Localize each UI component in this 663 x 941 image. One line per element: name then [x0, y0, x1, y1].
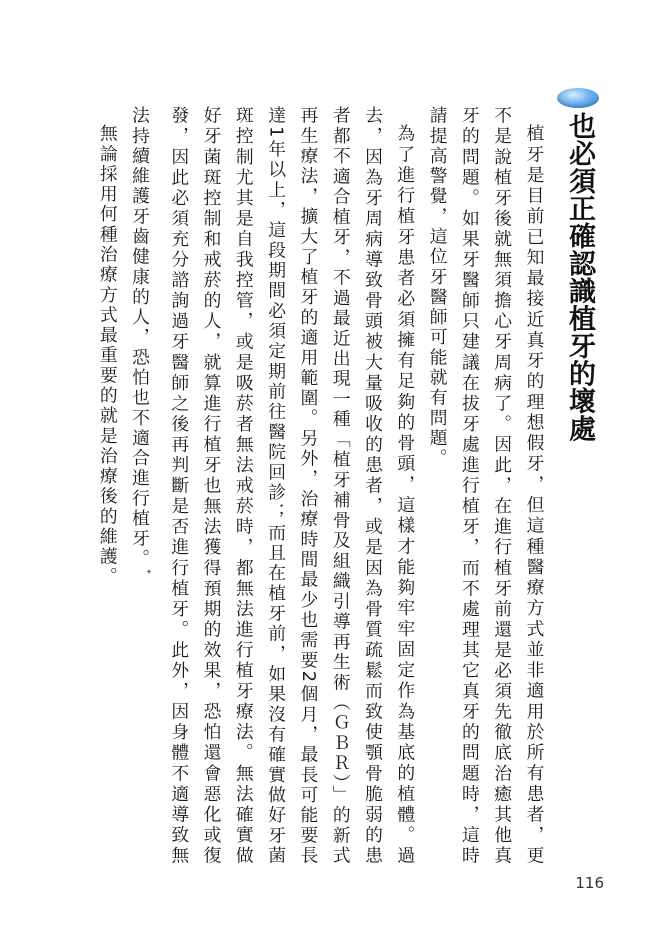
section-heading: 也必須正確認識植牙的壞處 — [564, 112, 595, 442]
body-text — [97, 106, 550, 866]
footnote-mark: * — [141, 569, 152, 577]
bullet-oval-icon — [557, 88, 599, 108]
paragraph-2 — [123, 106, 421, 866]
page-number: 116 — [575, 874, 604, 892]
paragraph-1: 植牙是目前已知最接近真牙的理想假牙，但這種醫療方式並非適用於所有患者，更不是說植牙後就無須擔心牙周病了。因此，在進行植牙前還是必須先徹底治癒其他真牙的問題。如果牙醫師只建議在拔牙處進行植牙，而不處理其它真牙的問題時，這時請提高警覺，這位牙醫師可能就有問題。 — [427, 106, 545, 866]
paragraph-3: 無論採用何種治療方式最重要的就是治療後的維護。 — [97, 123, 119, 588]
paragraph-2-text: 為了進行植牙患者必須擁有足夠的骨頭，這樣才能夠牢牢固定作為基底的植體。過去，因為牙周病導致骨頭被大量吸收的患者，或是因為骨質疏鬆而致使顎骨脆弱的患者都不適合植牙，不過最近出現一種「植牙補骨及組織引導再生術（ＧＢＲ）」的新式再生療法，擴大了植牙的適用範圍。另外，治療時間最少也需要2個月，最長可能要長達1年以上，這段期間必須定期前往醫院回診；而且在植牙前，如果沒有確實做好牙菌斑控制尤其是自我控管，或是吸菸者無法戒菸時，都無法進行植牙療法。無法確實做好牙菌斑控制和戒菸的人，就算進行植牙也無法獲得預期的效果，恐怕還會惡化或復發，因此必須充分諮詢過牙醫師之後再判斷是否進行植牙。此外，因身體不適導致無法持續維護牙齒健康的人，恐怕也不適合進行植牙。 — [129, 106, 416, 866]
